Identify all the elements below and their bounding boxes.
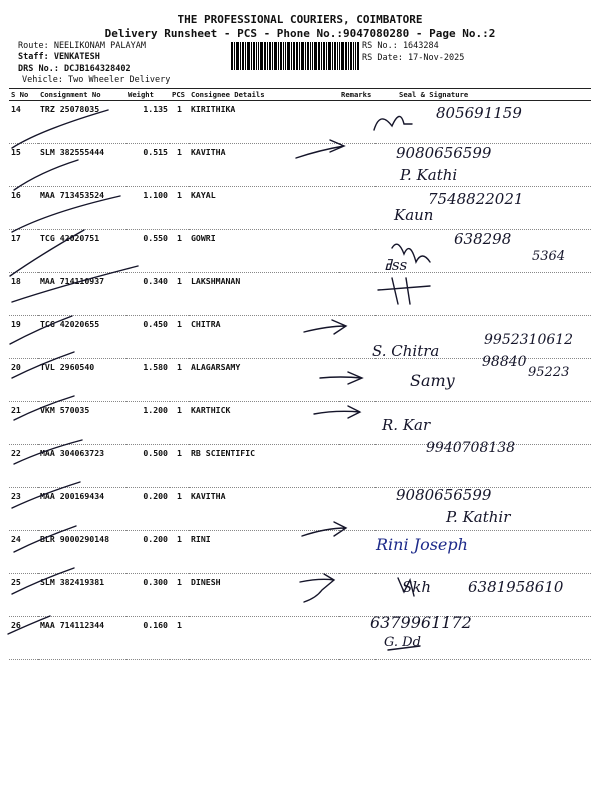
cell-remarks: [339, 488, 375, 531]
table-row: [9, 574, 591, 617]
table-row: [9, 359, 591, 402]
cell-sno: 26: [9, 617, 38, 660]
table-row: [9, 445, 591, 488]
cell-remarks: [339, 144, 375, 187]
cell-weight: 0.500: [126, 445, 170, 488]
cell-sno: 17: [9, 230, 38, 273]
cell-consignee: RINI: [189, 531, 339, 574]
cell-seal: [375, 617, 591, 660]
cell-remarks: [339, 316, 375, 359]
phone2-r17: 5364: [532, 249, 566, 264]
cell-pcs: 1: [170, 402, 189, 445]
cell-consignment: TRZ 25078035: [38, 101, 126, 144]
cell-consignment: MAA 304063723: [38, 445, 126, 488]
phone-r16: 7548822021: [428, 190, 524, 208]
cell-consignee: LAKSHMANAN: [189, 273, 339, 316]
sig-r25: Skh: [402, 578, 432, 596]
phone-r22: 9940708138: [426, 440, 516, 456]
table-row: [9, 531, 591, 574]
table-row: [9, 617, 591, 660]
cell-consignment: MAA 714112344: [38, 617, 126, 660]
cell-consignment: TCG 42020751: [38, 230, 126, 273]
col-seal: Seal & Signature: [375, 89, 591, 101]
cell-remarks: [339, 445, 375, 488]
cell-weight: 0.300: [126, 574, 170, 617]
phone-r25: 6381958610: [468, 578, 564, 596]
cell-remarks: [339, 531, 375, 574]
drs-label: DRS No.: DCJB164328402: [18, 64, 131, 74]
phone-r20: 98840: [482, 354, 527, 370]
company-title: THE PROFESSIONAL COURIERS, COIMBATORE: [177, 13, 423, 26]
phone-r15: 9080656599: [396, 144, 492, 162]
cell-weight: 0.515: [126, 144, 170, 187]
cell-pcs: 1: [170, 187, 189, 230]
cell-consignee: KAVITHA: [189, 488, 339, 531]
cell-seal: [375, 187, 591, 230]
sig-r23: P. Kathir: [446, 508, 511, 526]
cell-seal: [375, 402, 591, 445]
cell-consignment: SLM 382555444: [38, 144, 126, 187]
cell-remarks: [339, 574, 375, 617]
cell-consignee: KAVITHA: [189, 144, 339, 187]
cell-remarks: [339, 101, 375, 144]
cell-consignment: MAA 714110937: [38, 273, 126, 316]
table-row: [9, 230, 591, 273]
cell-pcs: 1: [170, 230, 189, 273]
cell-seal: [375, 574, 591, 617]
cell-consignment: TCG 42020655: [38, 316, 126, 359]
cell-consignee: KARTHICK: [189, 402, 339, 445]
cell-consignment: TVL 2960540: [38, 359, 126, 402]
cell-consignment: BLR 9000290148: [38, 531, 126, 574]
table-header: [9, 89, 591, 101]
cell-sno: 16: [9, 187, 38, 230]
cell-seal: [375, 273, 591, 316]
cell-weight: 0.160: [126, 617, 170, 660]
cell-remarks: [339, 359, 375, 402]
cell-seal: [375, 531, 591, 574]
rs-number: RS No.: 1643284: [362, 41, 439, 51]
col-pcs: PCS: [170, 89, 189, 101]
cell-seal: [375, 144, 591, 187]
sig-r21: R. Kar: [382, 416, 431, 434]
cell-seal: [375, 488, 591, 531]
sig-r24: Rini Joseph: [376, 535, 468, 554]
cell-sno: 24: [9, 531, 38, 574]
cell-seal: [375, 101, 591, 144]
cell-pcs: 1: [170, 445, 189, 488]
route-label: Route: NEELIKONAM PALAYAM: [18, 41, 146, 51]
table-row: [9, 402, 591, 445]
cell-pcs: 1: [170, 531, 189, 574]
sig-r20: Samy: [410, 371, 455, 390]
sig-r17: ߥss: [384, 256, 408, 274]
staff-label: Staff: VENKATESH: [18, 52, 100, 62]
table-row: [9, 488, 591, 531]
phone-r14: 805691159: [436, 104, 522, 122]
cell-weight: 1.100: [126, 187, 170, 230]
sig-r15: P. Kathi: [400, 166, 458, 184]
cell-seal: [375, 445, 591, 488]
cell-weight: 0.340: [126, 273, 170, 316]
cell-sno: 22: [9, 445, 38, 488]
cell-pcs: 1: [170, 273, 189, 316]
cell-sno: 20: [9, 359, 38, 402]
table-row: [9, 273, 591, 316]
cell-sno: 21: [9, 402, 38, 445]
phone-r26: 6379961172: [370, 613, 472, 632]
col-weight: Weight: [126, 89, 170, 101]
barcode-image: [231, 42, 359, 70]
cell-remarks: [339, 187, 375, 230]
cell-consignee: [189, 617, 339, 660]
cell-pcs: 1: [170, 101, 189, 144]
cell-consignee: ALAGARSAMY: [189, 359, 339, 402]
cell-remarks: [339, 402, 375, 445]
cell-sno: 25: [9, 574, 38, 617]
cell-weight: 1.135: [126, 101, 170, 144]
cell-pcs: 1: [170, 359, 189, 402]
vehicle-label: Vehicle: Two Wheeler Delivery: [22, 75, 171, 85]
cell-seal: [375, 316, 591, 359]
phone2-r20: 95223: [528, 365, 570, 380]
cell-pcs: 1: [170, 144, 189, 187]
cell-pcs: 1: [170, 574, 189, 617]
cell-consignment: VKM 570035: [38, 402, 126, 445]
cell-consignee: KIRITHIKA: [189, 101, 339, 144]
cell-consignee: RB SCIENTIFIC: [189, 445, 339, 488]
sig-r26: G. Dd: [384, 635, 421, 650]
sig-r19: S. Chitra: [372, 342, 440, 360]
cell-weight: 0.550: [126, 230, 170, 273]
col-consignee: Consignee Details: [189, 89, 339, 101]
table-row: [9, 144, 591, 187]
cell-consignment: SLM 382419381: [38, 574, 126, 617]
cell-consignee: CHITRA: [189, 316, 339, 359]
cell-consignee: KAYAL: [189, 187, 339, 230]
cell-pcs: 1: [170, 316, 189, 359]
runsheet-subtitle: Delivery Runsheet - PCS - Phone No.:9047080280 - Page No.:2: [104, 27, 496, 40]
cell-consignee: GOWRI: [189, 230, 339, 273]
cell-pcs: 1: [170, 617, 189, 660]
runsheet-table: [9, 88, 591, 660]
cell-remarks: [339, 617, 375, 660]
phone-r17: 638298: [454, 230, 512, 248]
phone-r19: 9952310612: [484, 332, 574, 348]
cell-consignee: DINESH: [189, 574, 339, 617]
cell-consignment: MAA 200169434: [38, 488, 126, 531]
cell-sno: 19: [9, 316, 38, 359]
cell-sno: 14: [9, 101, 38, 144]
sig-r16: Kaun: [394, 206, 434, 224]
table-row: [9, 316, 591, 359]
col-consignment: Consignment No: [38, 89, 126, 101]
cell-sno: 15: [9, 144, 38, 187]
cell-weight: 1.580: [126, 359, 170, 402]
table-row: [9, 187, 591, 230]
cell-sno: 23: [9, 488, 38, 531]
cell-sno: 18: [9, 273, 38, 316]
cell-weight: 0.200: [126, 531, 170, 574]
col-remarks: Remarks: [339, 89, 375, 101]
cell-remarks: [339, 273, 375, 316]
cell-seal: [375, 230, 591, 273]
cell-consignment: MAA 713453524: [38, 187, 126, 230]
cell-seal: [375, 359, 591, 402]
rs-date: RS Date: 17-Nov-2025: [362, 53, 465, 63]
phone-r23: 9080656599: [396, 486, 492, 504]
cell-pcs: 1: [170, 488, 189, 531]
cell-weight: 0.200: [126, 488, 170, 531]
cell-remarks: [339, 230, 375, 273]
col-sno: S No: [9, 89, 38, 101]
cell-weight: 1.200: [126, 402, 170, 445]
cell-weight: 0.450: [126, 316, 170, 359]
table-row: [9, 101, 591, 144]
